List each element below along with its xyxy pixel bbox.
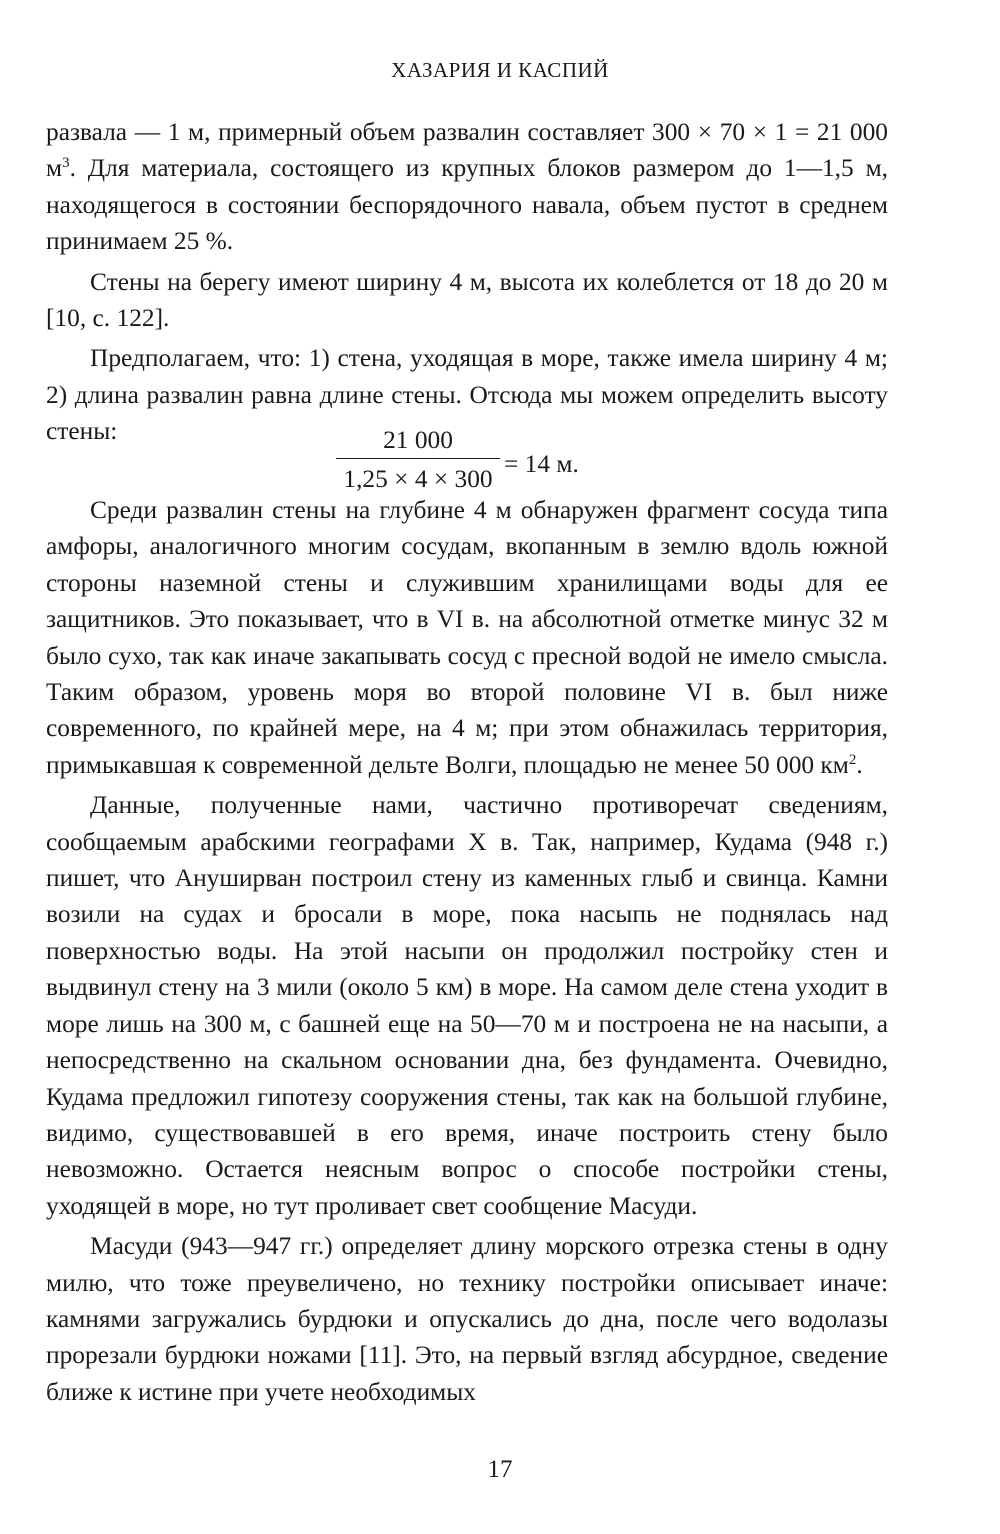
formula-result: = 14 м. <box>504 450 579 478</box>
formula-fraction <box>334 422 502 495</box>
paragraph: Среди развалин стены на глубине 4 м обнаружен фрагмент сосуда типа амфоры, аналогичного многим сосудам, вкопанным в землю вдоль южной стороны наземной стены и служившим хранилищами воды для ее защитников. Это показывает, что в VI в. на абсолютной отметке минус 32 м было сухо, так как иначе закапывать сосуд с пресной водой не имело смысла. Таким образом, уровень моря во второй половине VI в. был ниже современного, по крайней мере, на 4 м; при этом обнажилась территория, примыкавшая к современной дельте Волги, площадью не менее 50 000 $км^2$. <box>46 496 888 779</box>
paragraph: Масуди (943—947 гг.) определяет длину морского отрезка стены в одну милю, что тоже преувеличено, но технику постройки описывает иначе: камнями загружались бурдюки и опускались до дна, после чего водолазы прорезали бурдюки ножами [11]. Это, на первый взгляд абсурдное, сведение ближе к истине при учете необходимых <box>46 1232 888 1406</box>
formula <box>334 422 664 492</box>
running-header: ХАЗАРИЯ И КАСПИЙ <box>391 58 609 82</box>
text-block-bottom <box>46 492 888 1414</box>
paragraph: Стены на берегу имеют ширину 4 м, высота их колеблется от 18 до 20 м [10, с. 122]. <box>46 267 888 333</box>
paragraph: Предполагаем, что: 1) стена, уходящая в море, также имела ширину 4 м; 2) длина развалин равна длине стены. Отсюда мы можем определить высоту стены: <box>46 344 888 446</box>
text-block-top <box>46 114 888 454</box>
formula-denominator: 1,25 × 4 × 300 <box>343 465 493 493</box>
page-number: 17 <box>487 1456 513 1483</box>
paragraph: развала — 1 м, примерный объем развалин составляет 300 × 70 × 1 = 21 000 $м^3$. Для материала, состоящего из крупных блоков размером до 1—1,5 м, находящегося в состоянии беспорядочного навала, объем пустот в среднем принимаем 25 %. <box>46 118 888 256</box>
paragraph: Данные, полученные нами, частично противоречат сведениям, сообщаемым арабскими географами X в. Так, например, Кудама (948 г.) пишет, что Ануширван построил стену из каменных глыб и свинца. Камни возили на судах и бросали в море, пока насыпь не поднялась над поверхностью воды. На этой насыпи он продолжил постройку стен и выдвинул стену на 3 мили (около 5 км) в море. На самом деле стена уходит в море лишь на 300 м, с башней еще на 50—70 м и построена не на насыпи, а непосредственно на скальном основании дна, без фундамента. Очевидно, Кудама предложил гипотезу сооружения стены, так как на большой глубине, видимо, существовавшей в его время, иначе построить стену было невозможно. Остается неясным вопрос о способе постройки стены, уходящей в море, но тут проливает свет сообщение Масуди. <box>46 791 888 1220</box>
formula-numerator: 21 000 <box>383 426 453 454</box>
